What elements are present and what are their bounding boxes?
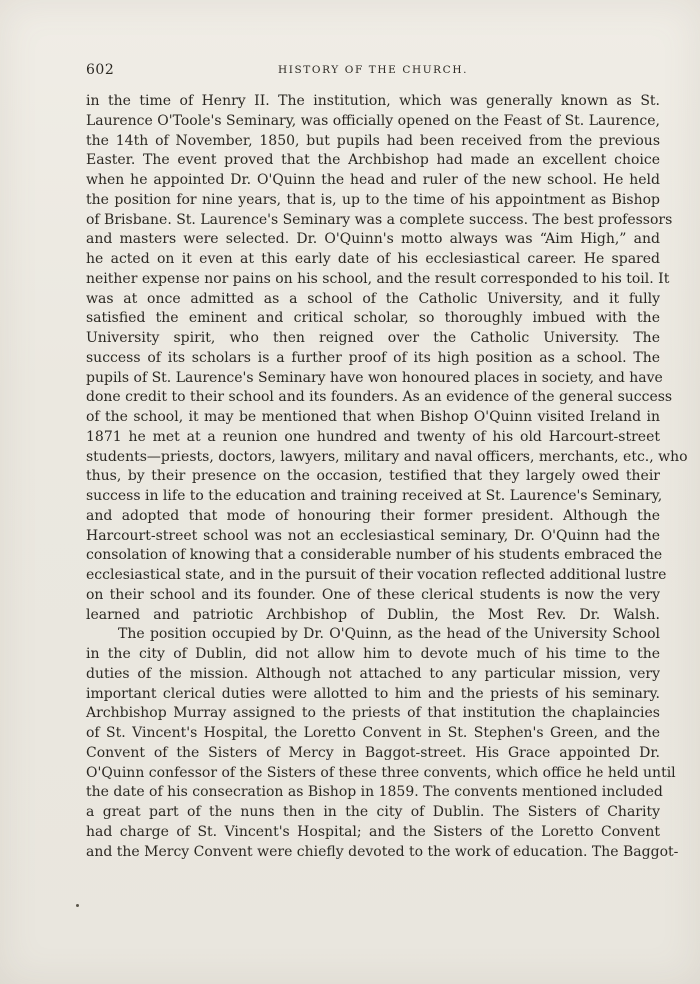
page-header xyxy=(86,62,660,82)
text-line: Laurence O'Toole's Seminary, was officially opened on the Feast of St. Laurence, xyxy=(86,112,660,129)
text-line: Harcourt-street school was not an ecclesiastical seminary, Dr. O'Quinn had the xyxy=(86,527,660,544)
text-line: of Brisbane. St. Laurence's Seminary was a complete success. The best professors xyxy=(86,211,673,228)
text-line: important clerical duties were allotted to him and the priests of his seminary. xyxy=(86,685,660,702)
text-line: University spirit, who then reigned over the Catholic University. The xyxy=(86,330,660,346)
text-line: consolation of knowing that a considerable number of his students embraced the xyxy=(86,547,663,564)
text-line: and masters were selected. Dr. O'Quinn's motto always was “Aim High,” and xyxy=(86,231,660,248)
text-line: satisfied the eminent and critical scholar, so thoroughly imbued with the xyxy=(86,310,660,327)
text-line: on their school and its founder. One of these clerical students is now the very xyxy=(86,586,660,603)
text-line: and adopted that mode of honouring their former president. Although the xyxy=(86,507,660,524)
paragraph-1 xyxy=(86,92,688,625)
text-line: The position occupied by Dr. O'Quinn, as the head of the University School xyxy=(118,626,660,643)
text-line: in the time of Henry II. The institution, which was generally known as St. xyxy=(86,93,660,109)
text-line: of St. Vincent's Hospital, the Loretto Convent in St. Stephen's Green, and the xyxy=(86,725,660,741)
text-line: and the Mercy Convent were chiefly devoted to the work of education. The Baggot- xyxy=(86,843,679,860)
text-line: 1871 he met at a reunion one hundred and twenty of his old Harcourt-street xyxy=(86,428,660,445)
text-line: of the school, it may be mentioned that when Bishop O'Quinn visited Ireland in xyxy=(86,409,660,425)
text-line: learned and patriotic Archbishop of Dublin, the Most Rev. Dr. Walsh. xyxy=(86,606,660,623)
text-line: done credit to their school and its founders. As an evidence of the general success xyxy=(86,389,673,406)
text-line: when he appointed Dr. O'Quinn the head and ruler of the new school. He held xyxy=(86,172,660,188)
text-line: thus, by their presence on the occasion, testified that they largely owed their xyxy=(86,468,660,485)
paragraph-2 xyxy=(86,625,679,862)
text-line: had charge of St. Vincent's Hospital; and the Sisters of the Loretto Convent xyxy=(86,823,660,840)
text-line: in the city of Dublin, did not allow him to devote much of his time to the xyxy=(86,646,660,662)
running-title: HISTORY OF THE CHURCH. xyxy=(277,64,469,76)
text-line: was at once admitted as a school of the Catholic University, and it fully xyxy=(86,290,660,307)
text-line: a great part of the nuns then in the city of Dublin. The Sisters of Charity xyxy=(86,804,660,820)
text-line: Easter. The event proved that the Archbishop had made an excellent choice xyxy=(86,152,660,169)
text-line: he acted on it even at this early date of his ecclesiastical career. He spared xyxy=(86,251,660,267)
text-line: the position for nine years, that is, up to the time of his appointment as Bishop xyxy=(86,191,660,208)
text-line: students—priests, doctors, lawyers, military and naval officers, merchants, etc., who xyxy=(86,448,688,465)
text-line: pupils of St. Laurence's Seminary have won honoured places in society, and have xyxy=(86,369,663,386)
page-number: 602 xyxy=(86,62,115,78)
body-text xyxy=(86,92,688,862)
text-line: duties of the mission. Although not attached to any particular mission, very xyxy=(86,665,660,682)
ink-speck xyxy=(76,904,79,907)
text-line: neither expense nor pains on his school, and the result corresponded to his toil. It xyxy=(86,270,670,287)
text-line: success in life to the education and training received at St. Laurence's Seminary, xyxy=(86,488,663,504)
text-line: Convent of the Sisters of Mercy in Baggot-street. His Grace appointed Dr. xyxy=(86,744,660,761)
text-line: Archbishop Murray assigned to the priests of that institution the chaplaincies xyxy=(86,705,660,722)
text-line: ecclesiastical state, and in the pursuit of their vocation reflected additional lustre xyxy=(86,567,667,583)
text-line: the date of his consecration as Bishop in 1859. The convents mentioned included xyxy=(86,784,663,801)
text-line: success of its scholars is a further proof of its high position as a school. The xyxy=(86,349,660,366)
text-line: O'Quinn confessor of the Sisters of these three convents, which office he held until xyxy=(86,764,676,781)
text-line: the 14th of November, 1850, but pupils had been received from the previous xyxy=(86,132,660,149)
